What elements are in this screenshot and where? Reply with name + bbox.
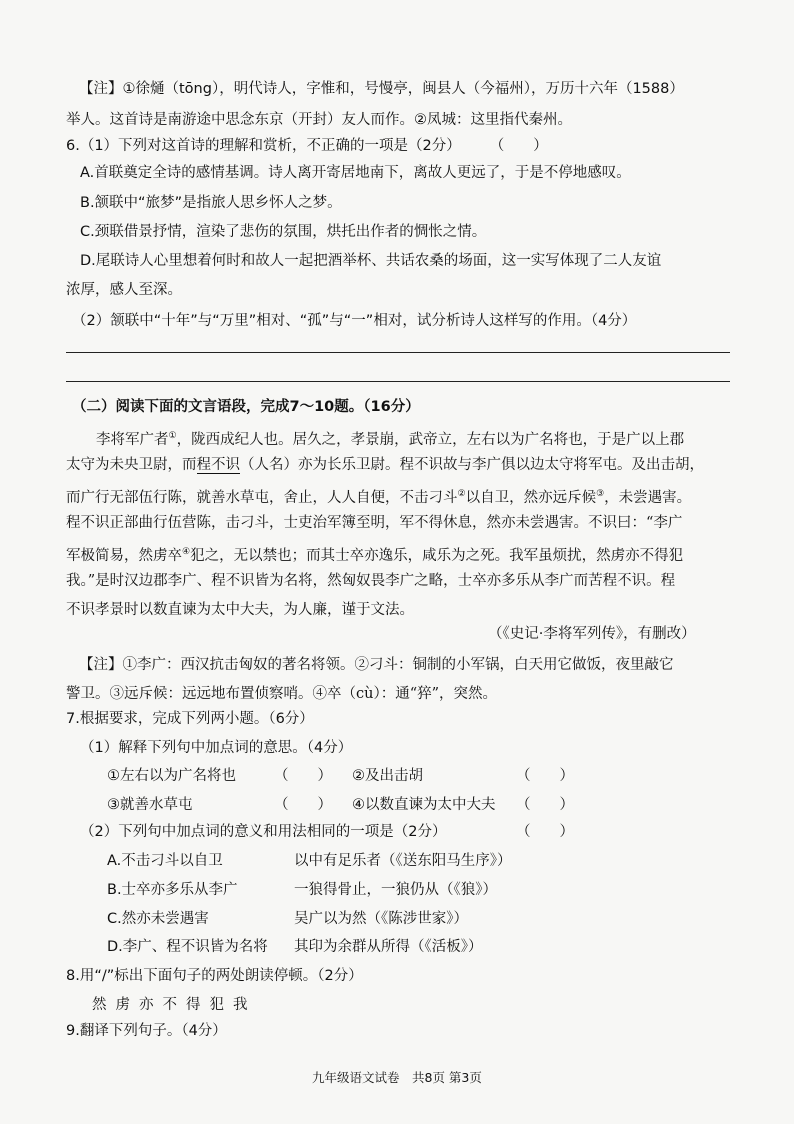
q7-option-a-left: A.不击刁斗以自卫: [107, 853, 223, 869]
passage-line-3: [66, 484, 794, 508]
q7-option-c-left: C.然亦未尝遇害: [107, 911, 209, 927]
q7-option-d-right: 其印为余群从所得（《活板》）: [294, 939, 483, 955]
passage-text: 以自卫，然亦远斥候: [465, 490, 597, 506]
footnote-mark-3: ③: [596, 489, 605, 499]
passage-text: 犯之，无以禁也；而其士卒亦逸乐，咸乐为之死。我军虽烦扰，然虏亦不得犯: [190, 548, 684, 564]
passage-text: 太守为未央卫尉，而: [66, 457, 197, 473]
q7-option-b-right: 一狼得骨止，一狼仍从（《狼》）: [294, 882, 497, 898]
q9-stem: 9.翻译下列句子。（4分）: [66, 1023, 227, 1039]
passage-line-4: 程不识正部曲行伍营陈，击刁斗，士吏治军簿至明，军不得休息，然亦未尝遇害。不识曰：“李广: [66, 515, 683, 531]
passage-text: ，陇西成纪人也。居久之，孝景崩，武帝立，左右以为广名将也，于是广以上郡: [176, 432, 685, 448]
q7-option-a-right: 以中有足乐者（《送东阳马生序》）: [294, 853, 512, 869]
page-footer: 九年级语文试卷 共8页 第3页: [312, 1070, 482, 1085]
q6-option-d-cont: 浓厚，感人至深。: [66, 282, 182, 298]
q6-option-d: D.尾联诗人心里想着何时和故人一起把酒举杯、共话农桑的场面，这一实写体现了二人友谊: [80, 253, 662, 269]
poem-note-line-1: 【注】①徐熥（tōng），明代诗人，字惟和，号慢亭，闽县人（今福州），万历十六年（1588）: [79, 81, 684, 97]
passage-line-1: [96, 426, 794, 450]
q6-stem: 6.（1）下列对这首诗的理解和赏析，不正确的一项是（2分） （ ）: [66, 138, 548, 154]
section2-header: （二）阅读下面的文言语段，完成7～10题。（16分）: [72, 399, 420, 415]
footnote-mark-2: ②: [457, 489, 466, 499]
footnote-mark-4: ④: [182, 547, 191, 557]
q7-sub2-paren[interactable]: （ ）: [516, 824, 574, 840]
footnote-mark-1: ①: [168, 431, 177, 441]
answer-line-2[interactable]: [66, 381, 730, 382]
q8-sentence[interactable]: 然虏亦不得犯我: [92, 997, 257, 1013]
q7-item-2-paren[interactable]: （ ）: [516, 768, 574, 784]
q7-option-d-left: D.李广、程不识皆为名将: [107, 939, 268, 955]
q7-item-4: ④以数直谏为太中大夫: [352, 797, 496, 813]
passage-text: 而广行无部伍行陈，就善水草屯，舍止，人人自便，不击刁斗: [66, 490, 458, 506]
passage-note-line-2: 警卫。③远斥候：远远地布置侦察哨。④卒（cù）：通“猝”，突然。: [66, 686, 498, 702]
q7-stem: 7.根据要求，完成下列两小题。（6分）: [66, 711, 314, 727]
q6-option-b: B.颔联中“旅梦”是指旅人思乡怀人之梦。: [80, 195, 342, 211]
q7-option-c-right: 吴广以为然（《陈涉世家》）: [294, 911, 468, 927]
q7-item-3: ③就善水草屯: [107, 797, 193, 813]
q6-sub2: （2）颔联中“十年”与“万里”相对、“孤”与“一”相对，试分析诗人这样写的作用。（4分）: [72, 313, 637, 329]
passage-text: 李将军广者: [96, 432, 169, 448]
passage-line-6: 我。”是时汉边郡李广、程不识皆为名将，然匈奴畏李广之略，士卒亦多乐从李广而苦程不识。程: [66, 573, 676, 589]
passage-note-line-1: 【注】①李广：西汉抗击匈奴的著名将领。②刁斗：铜制的小军锅，白天用它做饭，夜里敲它: [79, 657, 674, 673]
q7-item-1-paren[interactable]: （ ）: [274, 768, 332, 784]
passage-source: （《史记·李将军列传》，有删改）: [488, 626, 696, 642]
q8-stem: 8.用“/”标出下面句子的两处朗读停顿。（2分）: [66, 968, 363, 984]
q7-sub2: （2）下列句中加点词的意义和用法相同的一项是（2分）: [80, 824, 447, 840]
q7-item-3-paren[interactable]: （ ）: [274, 797, 332, 813]
q6-option-a: A.首联奠定全诗的感情基调。诗人离开寄居地南下，离故人更远了，于是不停地感叹。: [80, 165, 631, 181]
passage-text: （人名）亦为长乐卫尉。程不识故与李广俱以边太守将军屯。及出击胡，: [240, 457, 704, 473]
passage-text: 军极简易，然虏卒: [66, 548, 182, 564]
q7-item-2: ②及出击胡: [352, 768, 423, 784]
passage-line-7: 不识孝景时以数直谏为太中大夫，为人廉，谨于文法。: [66, 602, 414, 618]
q7-option-b-left: B.士卒亦多乐从李广: [107, 882, 238, 898]
passage-text: ，未尝遇害。: [604, 490, 692, 506]
poem-note-line-2: 举人。这首诗是南游途中思念东京（开封）友人而作。②凤城：这里指代秦州。: [66, 112, 572, 128]
q7-item-1: ①左右以为广名将也: [107, 768, 236, 784]
q6-option-c: C.颈联借景抒情，渲染了悲伤的氛围，烘托出作者的惆怅之情。: [80, 224, 487, 240]
underlined-name: 程不识: [196, 457, 240, 473]
q7-sub1: （1）解释下列句中加点词的意思。（4分）: [80, 740, 353, 756]
passage-line-2: [66, 455, 794, 475]
q7-item-4-paren[interactable]: （ ）: [516, 797, 574, 813]
passage-line-5: [66, 542, 794, 566]
answer-line-1[interactable]: [66, 352, 730, 353]
